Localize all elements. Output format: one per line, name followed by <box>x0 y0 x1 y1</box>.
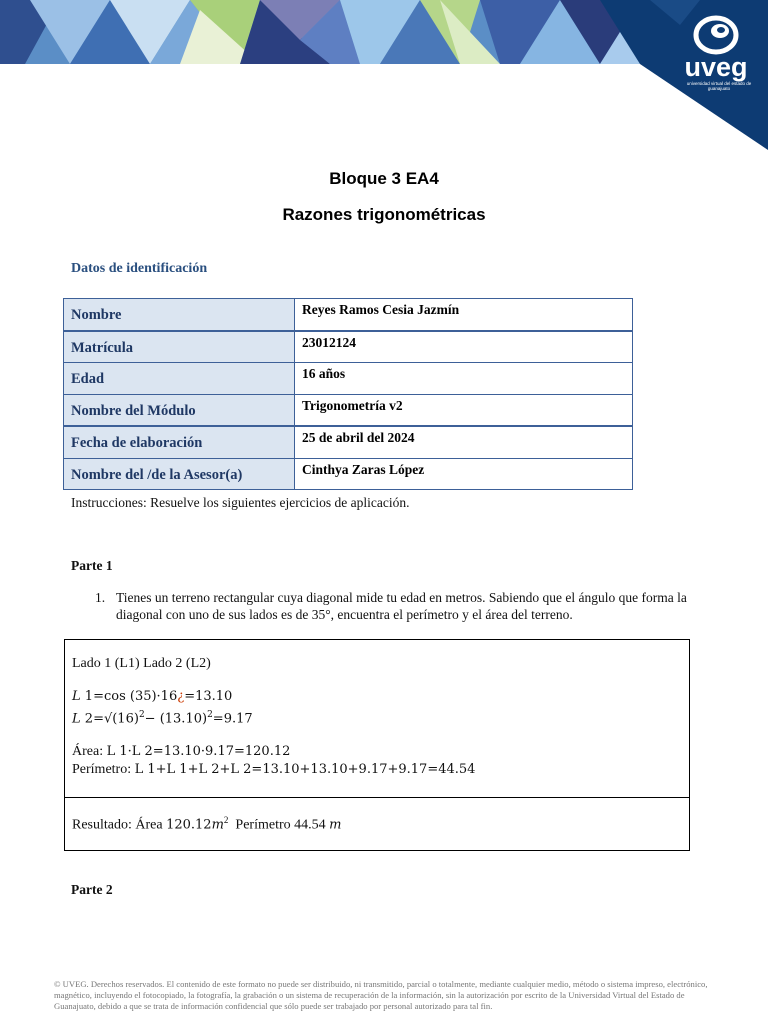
l1-index: 1 <box>84 689 94 704</box>
row-label: Matrícula <box>64 331 295 363</box>
area-label: Área: <box>72 744 104 759</box>
l1-result: =13.10 <box>184 689 233 704</box>
page-title: Bloque 3 EA4 <box>329 169 439 188</box>
solution-box <box>64 639 690 851</box>
result-perimeter-label: Perímetro 44.54 <box>235 817 326 833</box>
l2-exponent-1: 2 <box>138 710 145 720</box>
exercise-item <box>95 589 705 623</box>
row-value: Trigonometría v2 <box>295 394 633 426</box>
sides-line: Lado 1 (L1) Lado 2 (L2) <box>72 656 211 671</box>
result-area-value: 120.12 <box>166 817 212 833</box>
logo-wordmark: uveg <box>684 52 748 82</box>
l1-glyph: ¿ <box>177 689 185 704</box>
page-subtitle: Razones trigonométricas <box>282 205 486 224</box>
perimeter-label: Perímetro: <box>72 762 132 777</box>
area-expression: L 1·L 2=13.10·9.17=120.12 <box>106 744 291 759</box>
l1-symbol: L <box>72 689 81 704</box>
table-row <box>64 299 633 331</box>
identification-table <box>63 298 633 490</box>
result-perimeter-unit: m <box>329 817 342 833</box>
l2-index: 2 <box>84 711 94 727</box>
exercise-text: Tienes un terreno rectangular cuya diagonal mide tu edad en metros. Sabiendo que el ángulo que forma la diagonal con uno de sus lados es de 35°, encuentra el perímetro y el área del terreno. <box>116 590 687 622</box>
table-row <box>64 426 633 458</box>
box-divider <box>65 797 689 798</box>
perimeter-expression: L 1+L 1+L 2+L 2=13.10+13.10+9.17+9.17=44.54 <box>134 762 476 777</box>
row-value: 16 años <box>295 363 633 395</box>
table-row <box>64 458 633 490</box>
l2-sqrt: =√(16) <box>93 711 139 727</box>
instructions-text: Instrucciones: Resuelve los siguientes ejercicios de aplicación. <box>71 495 410 510</box>
row-label: Fecha de elaboración <box>64 426 295 458</box>
l2-result: =9.17 <box>212 711 253 727</box>
logo-subtext: universidad virtual del estado de guanajuato <box>686 81 752 91</box>
l1-expression: =cos (35)·16 <box>93 689 178 704</box>
row-value: Reyes Ramos Cesia Jazmín <box>295 299 633 331</box>
row-label: Edad <box>64 363 295 395</box>
perimeter-line <box>72 762 475 778</box>
result-line <box>72 815 341 834</box>
row-label: Nombre del /de la Asesor(a) <box>64 458 295 490</box>
row-value: 23012124 <box>295 331 633 363</box>
l2-exponent-2: 2 <box>207 710 213 720</box>
copyright-footer: © UVEG. Derechos reservados. El contenido de este formato no puede ser distribuido, ni transmitido, parcial o totalmente, mediante cualquier medio, método o sistema impreso, electrónico, magnético, incluyendo el fotocopiado, la fotografía, la grabación o un sistema de recuperación de la información, sin la autorización por escrito de la Universidad Virtual del Estado de Guanajuato, debido a que se trata de información confidencial que sólo puede ser trabajado por personal autorizado para tal fin. <box>54 979 708 1011</box>
row-label: Nombre <box>64 299 295 331</box>
parte2-heading: Parte 2 <box>71 882 113 897</box>
table-row <box>64 394 633 426</box>
l2-equation <box>72 710 253 726</box>
table-row <box>64 363 633 395</box>
area-line <box>72 744 290 760</box>
uveg-logo <box>672 14 760 96</box>
row-value: 25 de abril del 2024 <box>295 426 633 458</box>
identification-heading: Datos de identificación <box>71 261 208 276</box>
result-area-unit: m <box>211 817 224 833</box>
parte1-heading: Parte 1 <box>71 558 113 573</box>
l2-middle: − (13.10) <box>144 711 208 727</box>
header-banner <box>0 0 768 150</box>
result-area-exponent: 2 <box>223 815 229 825</box>
row-value: Cinthya Zaras López <box>295 458 633 490</box>
l2-symbol: L <box>72 711 81 727</box>
table-row <box>64 331 633 363</box>
l1-equation <box>72 689 232 704</box>
result-label: Resultado: Área <box>72 817 163 833</box>
uveg-logo-icon <box>690 14 742 56</box>
row-label: Nombre del Módulo <box>64 394 295 426</box>
exercise-number: 1. <box>95 590 106 605</box>
